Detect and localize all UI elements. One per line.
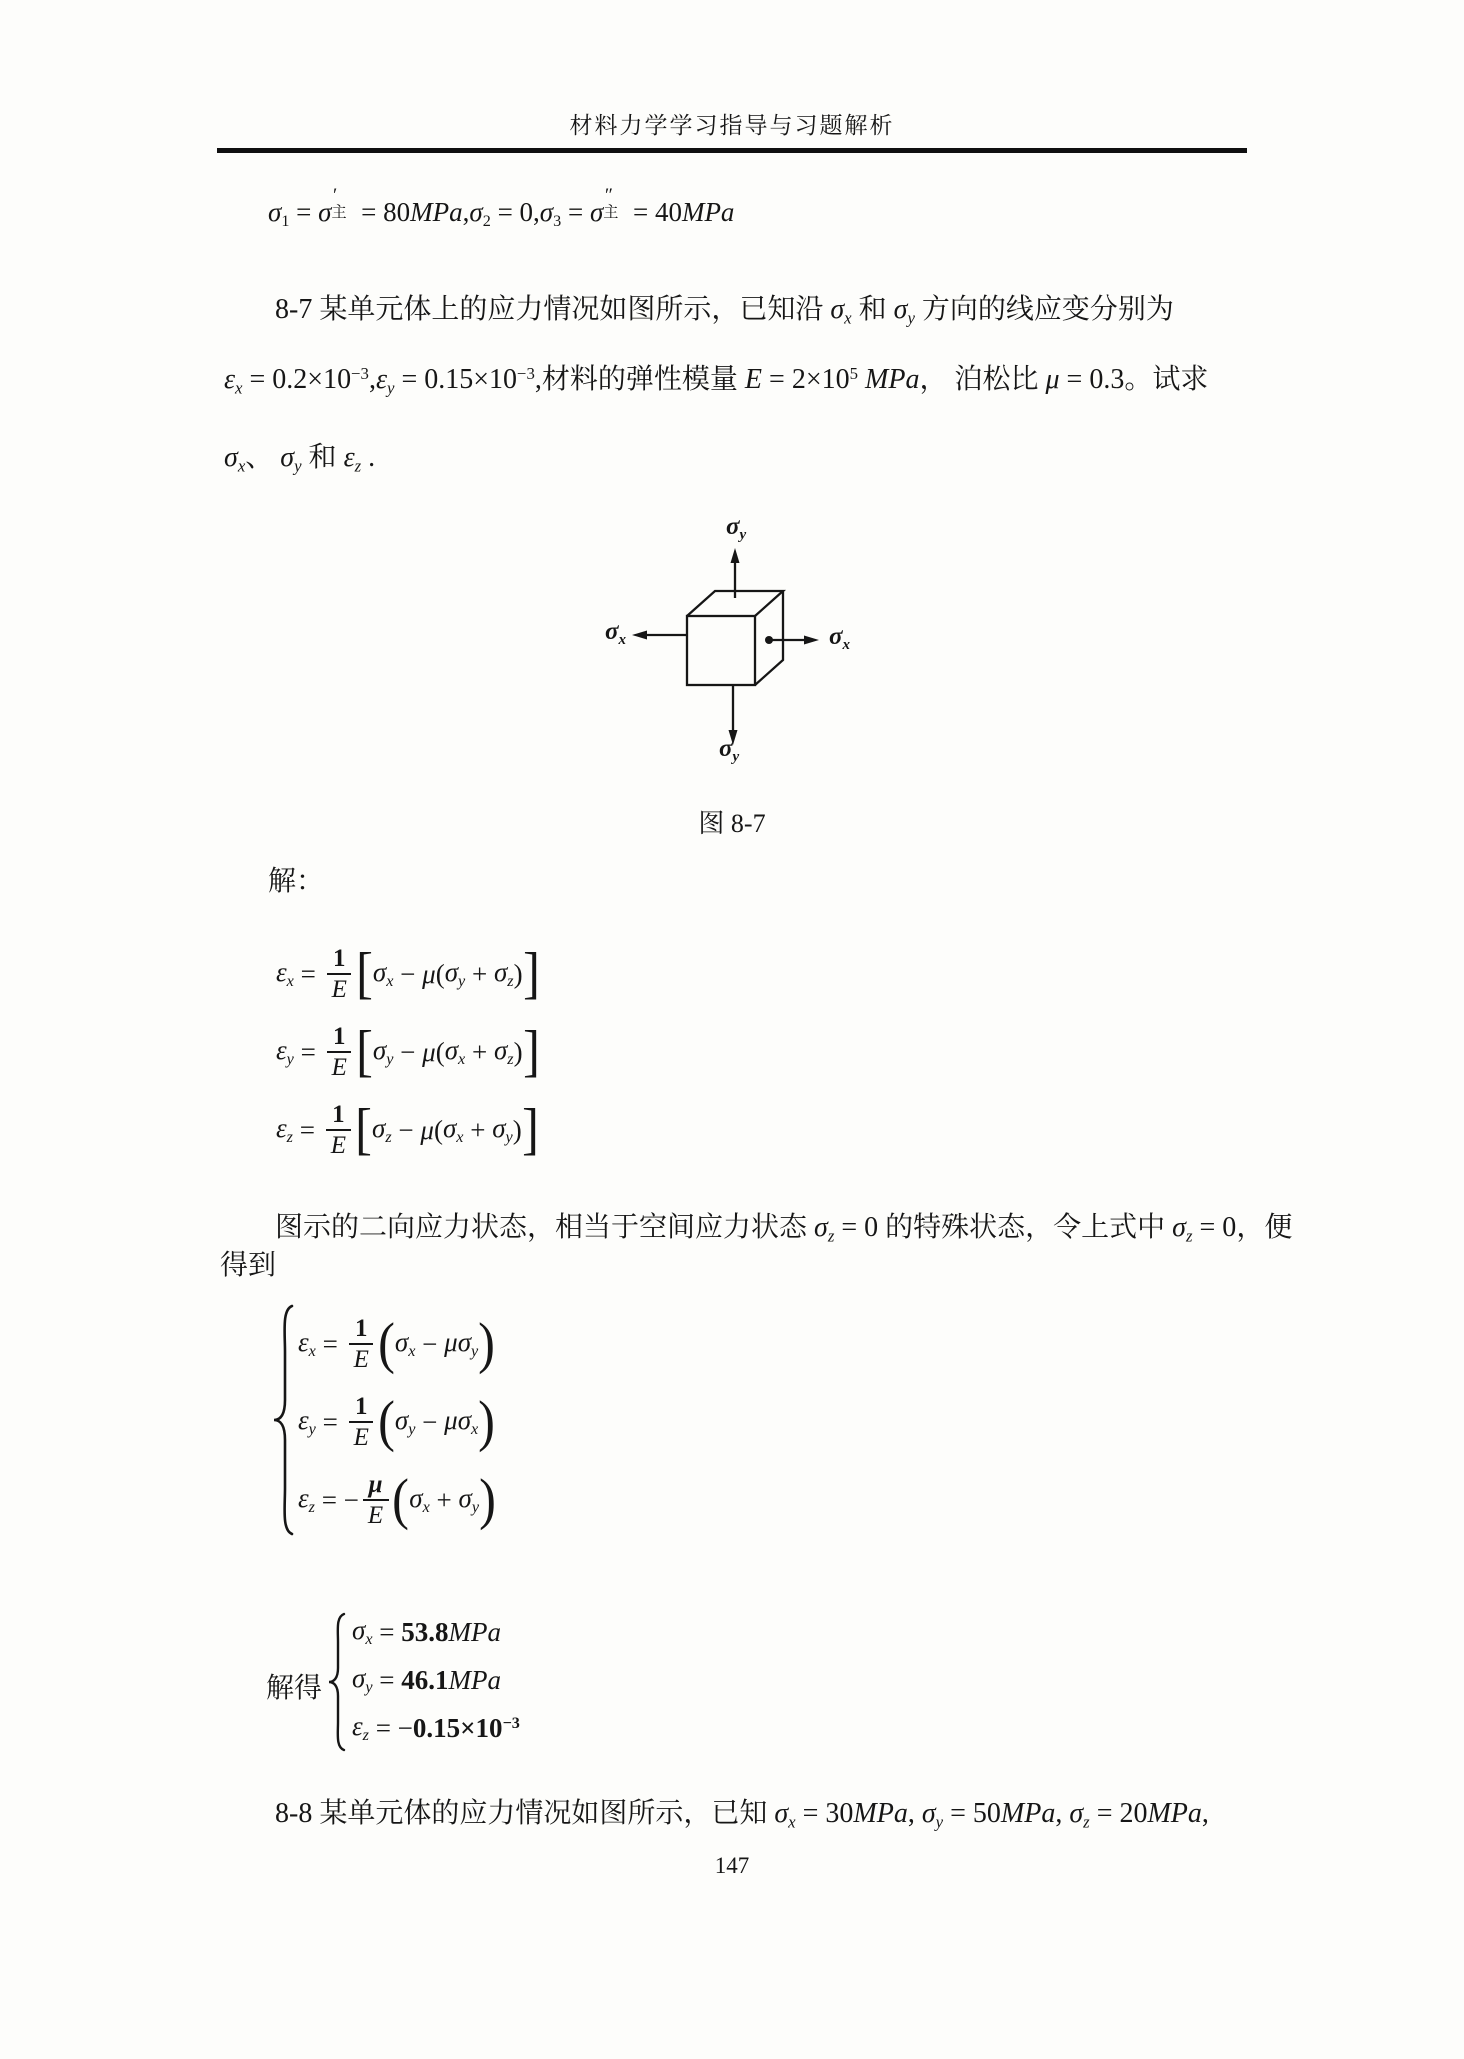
- solution-paragraph-line2: 得到: [220, 1250, 277, 1281]
- figure-label-sigma-x-left: σx: [605, 618, 626, 648]
- plane-strain-equation-x: εx = $\frac{1}{E}$ ( σx − μσy ): [298, 1311, 496, 1375]
- solve-label: 解得: [266, 1673, 323, 1704]
- problem-8-7-line1: 8-7 某单元体上的应力情况如图所示，已知沿 σx 和 σy 方向的线应变分别为: [275, 294, 1174, 328]
- figure-label-sigma-x-right: σx: [829, 623, 850, 653]
- result-sigma-y: σy = 46.1 MPa: [352, 1662, 501, 1697]
- sigma-y-top-arrowhead: [731, 548, 740, 563]
- general-strain-equation-z: εz = $\frac{1}{E}$ [ σz − μ ( σx + σy ) ]: [276, 1097, 539, 1161]
- results-left-brace: [328, 1612, 348, 1752]
- sigma-x-right-arrowhead: [804, 636, 819, 645]
- header-rule: [217, 148, 1247, 153]
- problem-8-8-line1: 8-8 某单元体的应力情况如图所示，已知 σx = 30MPa, σy = 50MPa, σz = 20MPa,: [275, 1798, 1209, 1832]
- page-header-title: 材料力学学习指导与习题解析: [569, 113, 895, 138]
- principal-stress-formula: σ1 = σ ′ 主 = 80MPa,σ2 = 0,σ3 = σ ″ 主 = 40MPa: [268, 185, 735, 231]
- figure-label-sigma-y-top: σy: [726, 513, 747, 543]
- solution-label: 解：: [268, 866, 325, 897]
- plane-strain-equation-y: εy = $\frac{1}{E}$ ( σy − μσx ): [298, 1389, 496, 1453]
- problem-8-7-line3: σx、 σy 和 εz .: [224, 442, 376, 476]
- general-strain-equation-x: εx = $\frac{1}{E}$ [ σx − μ ( σy + σz ) ]: [276, 941, 540, 1005]
- result-epsilon-z: εz = − $0.15\times 10^{-3}$: [352, 1710, 520, 1745]
- figure-caption: 图 8-7: [698, 809, 766, 838]
- arrow-base-dot: [765, 636, 773, 644]
- figure-label-sigma-y-bottom: σy: [719, 735, 740, 765]
- plane-strain-equation-z: εz = − $\frac{\mu}{E}$ ( σx + σy ): [298, 1467, 496, 1531]
- general-strain-equation-y: εy = $\frac{1}{E}$ [ σy − μ ( σx + σz ) ]: [276, 1019, 540, 1083]
- solution-paragraph-line1: 图示的二向应力状态，相当于空间应力状态 σz = 0 的特殊状态，令上式中 σz = 0，便: [275, 1212, 1293, 1246]
- problem-8-7-line2: $\varepsilon x = 0.2\times 10^{-3},\varepsilon y = 0.15\times 10^{-3}$,材料的弹性模量 $E = 2\times 10^5$ MPa， 泊松比 μ = 0.3。试求: [224, 363, 1209, 398]
- sigma-x-left-arrowhead: [632, 631, 647, 640]
- page-number: 147: [714, 1853, 750, 1878]
- system-left-brace: [272, 1304, 296, 1536]
- result-sigma-x: σx = 53.8 MPa: [352, 1614, 501, 1649]
- cube-front-face: [687, 616, 755, 685]
